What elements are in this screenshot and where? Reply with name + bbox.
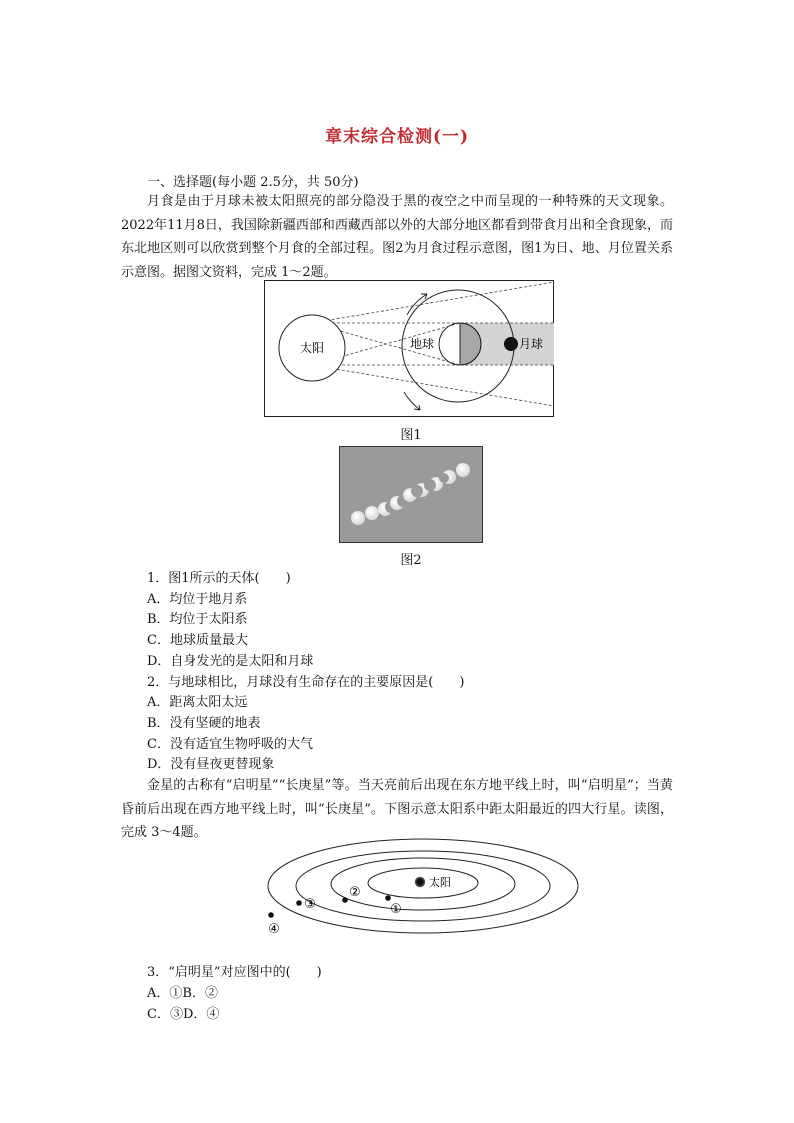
planet-4-label: ④ — [268, 922, 280, 937]
venus-paragraph: 金星的古称有“启明星”“长庚星”等。当天亮前后出现在东方地平线上时，叫“启明星”；当黄昏前后出现在西方地平线上时，叫“长庚星”。下图示意太阳系中距太阳最近的四大行星。读图，完成 3～4题。 — [121, 778, 673, 840]
moon-phase-9 — [456, 463, 470, 477]
question-3-options-cd: C．③D．④ — [147, 1007, 220, 1022]
question-3-stem: 3．“启明星”对应图中的( ) — [147, 965, 322, 980]
planet-2-label: ② — [349, 885, 361, 900]
orbit-diagram — [263, 846, 563, 944]
question-3-options-ab: A．①B．② — [147, 986, 218, 1001]
question-1-option-d: D．自身发光的是太阳和月球 — [147, 654, 314, 669]
planet-1-label: ① — [390, 902, 402, 917]
planet-1-dot — [385, 895, 391, 901]
question-2-option-b: B．没有坚硬的地表 — [147, 716, 261, 731]
question-2-option-c: C．没有适宜生物呼吸的大气 — [147, 737, 313, 752]
moon-phase-1 — [351, 511, 365, 525]
sun-label: 太阳 — [429, 876, 451, 889]
figure2-photo — [339, 446, 483, 543]
question-1-option-c: C．地球质量最大 — [147, 633, 248, 648]
figure2-caption: 图2 — [400, 553, 422, 568]
planet-3-label: ③ — [304, 897, 316, 912]
moon-label: 月球 — [518, 337, 544, 351]
earth-label: 地球 — [409, 337, 435, 351]
figure1-caption: 图1 — [400, 428, 422, 443]
question-1-option-a: A．均位于地月系 — [147, 592, 248, 607]
planet-2-dot — [342, 897, 348, 903]
intro-paragraph: 月食是由于月球未被太阳照亮的部分隐没于黑的夜空之中而呈现的一种特殊的天文现象。2022年11月8日，我国除新疆西部和西藏西部以外的大部分地区都看到带食月出和全食现象，而东北地区则可以欣赏到整个月食的全部过程。图2为月食过程示意图，图1为日、地、月位置关系示意图。据图文资料，完成 1～2题。 — [121, 194, 673, 280]
sun-dot — [416, 878, 425, 887]
figure1-diagram — [264, 280, 555, 418]
question-1-stem: 1．图1所示的天体( ) — [147, 571, 291, 586]
question-2-option-a: A．距离太阳太远 — [147, 695, 248, 710]
question-1-option-b: B．均位于太阳系 — [147, 612, 248, 627]
planet-3-dot — [296, 900, 302, 906]
question-2-option-d: D．没有昼夜更替现象 — [147, 757, 275, 772]
page-title: 章末综合检测(一) — [324, 127, 470, 147]
section-heading: 一、选择题(每小题 2.5分，共 50分) — [147, 175, 359, 190]
sun-label: 太阳 — [299, 341, 325, 355]
question-2-stem: 2．与地球相比，月球没有生命存在的主要原因是( ) — [147, 675, 465, 690]
planet-4-dot — [268, 912, 274, 918]
moon-dot — [504, 337, 518, 351]
moon-phase-2 — [365, 506, 379, 520]
